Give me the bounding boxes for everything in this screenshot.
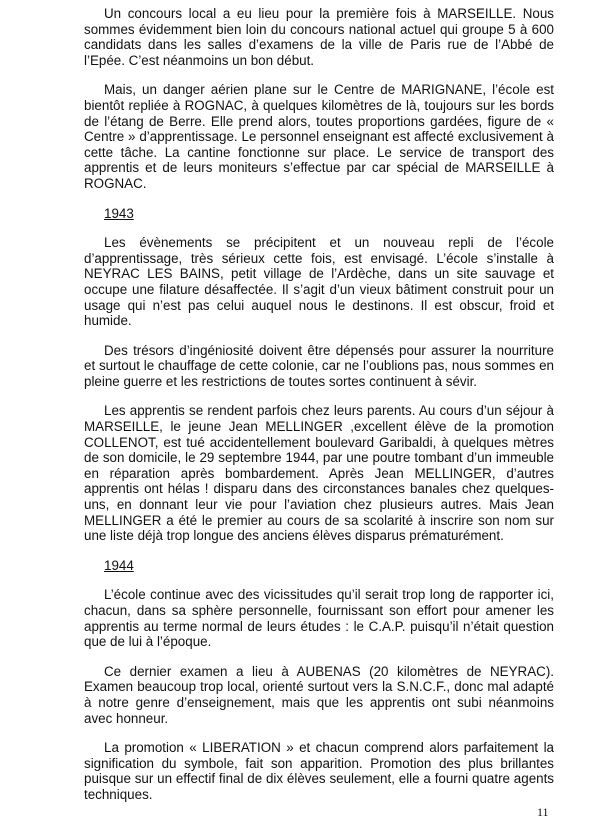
section-heading-text: 1944 — [104, 557, 134, 573]
section-heading-1944 — [84, 558, 554, 574]
paragraph: Des trésors d’ingéniosité doivent être dépensés pour assurer la nourriture et surtout le chauffage de cette colonie, car ne l’oublions pas, nous sommes en pleine guerre et les restrictions de toutes sortes continuent à sévir. — [84, 342, 554, 389]
paragraph: Mais, un danger aérien plane sur le Centre de MARIGNANE, l’école est bientôt repliée à ROGNAC, à quelques kilomètres de là, toujours sur les bords de l’étang de Berre. Elle prend alors, toutes proportions gardées, figure de « Centre » d’apprentissage. Le personnel enseignant est affecté exclusivement à cette tâche. La cantine fonctionne sur place. Le service de transport des apprentis et de leurs moniteurs s’effectue par car spécial de MARSEILLE à ROGNAC. — [84, 82, 554, 191]
paragraph: Ce dernier examen a lieu à AUBENAS (20 kilomètres de NEYRAC). Examen beaucoup trop local, orienté surtout vers la S.N.C.F., donc mal adapté à notre genre d’enseignement, mais que les apprentis ont subi néanmoins avec honneur. — [84, 663, 554, 726]
page-number: 11 — [537, 805, 549, 819]
paragraph: Un concours local a eu lieu pour la première fois à MARSEILLE. Nous sommes évidemment bien loin du concours national actuel qui groupe 5 à 600 candidats dans les salles d’examens de la ville de Paris rue de l’Abbé de l’Epée. C’est néanmoins un bon début. — [84, 6, 554, 68]
paragraph: L’école continue avec des vicissitudes qu’il serait trop long de rapporter ici, chacun, dans sa sphère personnelle, fournissant son effort pour amener les apprentis au terme normal de leurs études : le C.A.P. puisqu’il n’était question que de lui à l’époque. — [84, 587, 554, 650]
paragraph: Les évènements se précipitent et un nouveau repli de l’école d’apprentissage, très sérieux cette fois, est envisagé. L’école s’installe à NEYRAC LES BAINS, petit village de l’Ardèche, dans un site sauvage et occupe une filature désaffectée. Il s’agit d’un vieux bâtiment construit pour un usage qui n’est pas celui auquel nous le destinons. Il est obscur, froid et humide. — [84, 235, 554, 329]
document-body — [84, 6, 554, 817]
paragraph: Les apprentis se rendent parfois chez leurs parents. Au cours d’un séjour à MARSEILLE, le jeune Jean MELLINGER ,excellent élève de la promotion COLLENOT, est tué accidentellement boulevard Garibaldi, à quelques mètres de son domicile, le 29 septembre 1944, par une poutre tombant d’un immeuble en réparation après bombardement. Après Jean MELLINGER, d’autres apprentis ont hélas ! disparu dans des circonstances banales chez quelques-uns, en donnant leur vie pour l’aviation chez plusieurs autres. Mais Jean MELLINGER a été le premier au cours de sa scolarité à inscrire son nom sur une liste déjà trop longue des anciens élèves disparus prématurément. — [84, 403, 554, 544]
section-heading-text: 1943 — [104, 205, 134, 221]
paragraph: La promotion « LIBERATION » et chacun comprend alors parfaitement la signification du symbole, fait son apparition. Promotion des plus brillantes puisque sur un effectif final de dix élèves seulement, elle a fourni quatre agents techniques. — [84, 740, 554, 802]
section-heading-1943 — [84, 206, 554, 222]
